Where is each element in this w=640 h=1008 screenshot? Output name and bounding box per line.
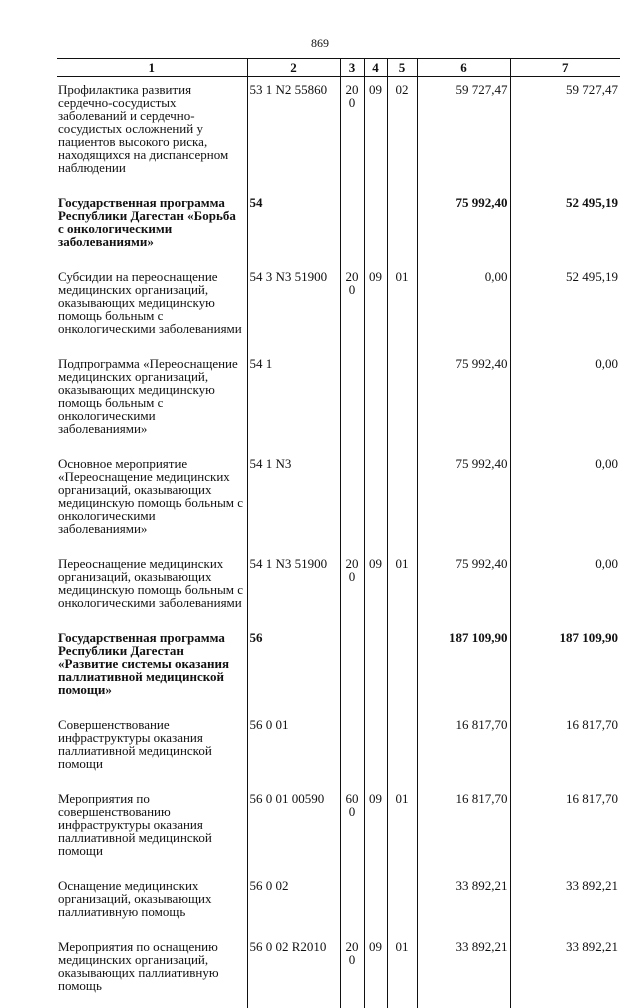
row-name-cell: Подпрограмма «Переоснащение медицинских организаций, оказывающих медицинскую помощь больным с онкологическими заболеваниями» bbox=[58, 356, 238, 436]
header-col-2: 2 bbox=[247, 59, 340, 77]
row-col4-cell: 09 bbox=[364, 551, 387, 625]
row-col4-cell: 09 bbox=[364, 786, 387, 873]
table-row bbox=[57, 712, 620, 786]
row-name-cell: Основное мероприятие «Переоснащение медицинских организаций, оказывающих медицинскую помощь больным с онкологическими заболеваниями» bbox=[58, 456, 244, 536]
row-col7-cell: 16 817,70 bbox=[510, 712, 620, 786]
row-col6-cell: 16 817,70 bbox=[417, 712, 510, 786]
row-col3-cell bbox=[340, 712, 364, 786]
row-col7-cell: 33 892,21 bbox=[510, 873, 620, 934]
table-row bbox=[57, 786, 620, 873]
row-code-cell: 54 1 bbox=[247, 351, 340, 451]
table-row bbox=[57, 873, 620, 934]
row-col3-cell: 200 bbox=[340, 264, 364, 351]
row-col3-cell bbox=[340, 625, 364, 712]
table-row bbox=[57, 190, 620, 264]
row-name-cell: Государственная программа Республики Дагестан «Развитие системы оказания паллиативной медицинской помощи» bbox=[58, 630, 230, 697]
row-col5-cell bbox=[387, 873, 417, 934]
header-col-4: 4 bbox=[364, 59, 387, 77]
page-number: 869 bbox=[311, 36, 329, 50]
row-name-cell: Государственная программа Республики Дагестан «Борьба с онкологическими заболеваниями» bbox=[58, 195, 236, 249]
row-col6-cell: 33 892,21 bbox=[417, 934, 510, 1008]
row-col4-cell bbox=[364, 873, 387, 934]
row-col7-cell: 16 817,70 bbox=[510, 786, 620, 873]
row-col7-cell: 0,00 bbox=[510, 351, 620, 451]
row-col6-cell: 187 109,90 bbox=[417, 625, 510, 712]
row-col3-cell bbox=[340, 873, 364, 934]
row-col4-cell: 09 bbox=[364, 934, 387, 1008]
row-col6-cell: 0,00 bbox=[417, 264, 510, 351]
row-col4-cell bbox=[364, 712, 387, 786]
row-code-cell: 54 3 N3 51900 bbox=[247, 264, 340, 351]
table-row bbox=[57, 77, 620, 191]
row-col7-cell: 59 727,47 bbox=[510, 77, 620, 191]
row-col6-cell: 59 727,47 bbox=[417, 77, 510, 191]
row-col7-cell: 187 109,90 bbox=[510, 625, 620, 712]
row-col4-cell bbox=[364, 451, 387, 551]
table-row bbox=[57, 625, 620, 712]
header-col-3: 3 bbox=[340, 59, 364, 77]
row-code-cell: 53 1 N2 55860 bbox=[247, 77, 340, 191]
row-col3-cell bbox=[340, 190, 364, 264]
row-col6-cell: 33 892,21 bbox=[417, 873, 510, 934]
row-col5-cell: 02 bbox=[387, 77, 417, 191]
table-row bbox=[57, 451, 620, 551]
row-col3-cell: 200 bbox=[340, 551, 364, 625]
row-col6-cell: 16 817,70 bbox=[417, 786, 510, 873]
table-row bbox=[57, 934, 620, 1008]
row-col7-cell: 33 892,21 bbox=[510, 934, 620, 1008]
row-col4-cell: 09 bbox=[364, 264, 387, 351]
row-col6-cell: 75 992,40 bbox=[417, 451, 510, 551]
row-name-cell: Оснащение медицинских организаций, оказывающих паллиативную помощь bbox=[58, 878, 212, 919]
table-row bbox=[57, 264, 620, 351]
row-col4-cell bbox=[364, 351, 387, 451]
row-col7-cell: 52 495,19 bbox=[510, 190, 620, 264]
row-col7-cell: 0,00 bbox=[510, 551, 620, 625]
row-name-cell: Совершенствование инфраструктуры оказания паллиативной медицинской помощи bbox=[58, 717, 212, 771]
row-code-cell: 56 0 01 bbox=[247, 712, 340, 786]
row-name-cell: Профилактика развития сердечно-сосудистых заболеваний и сердечно-сосудистых осложнений у пациентов высокого риска, находящихся на диспансерном наблюдении bbox=[58, 82, 229, 175]
row-col5-cell bbox=[387, 351, 417, 451]
row-col5-cell bbox=[387, 451, 417, 551]
row-col6-cell: 75 992,40 bbox=[417, 190, 510, 264]
row-col5-cell bbox=[387, 625, 417, 712]
row-col3-cell: 600 bbox=[340, 786, 364, 873]
row-code-cell: 54 1 N3 bbox=[247, 451, 340, 551]
row-col5-cell: 01 bbox=[387, 786, 417, 873]
row-code-cell: 56 0 02 bbox=[247, 873, 340, 934]
row-col4-cell bbox=[364, 190, 387, 264]
row-code-cell: 54 1 N3 51900 bbox=[247, 551, 340, 625]
budget-table bbox=[57, 58, 620, 1008]
row-code-cell: 56 0 01 00590 bbox=[247, 786, 340, 873]
table-row bbox=[57, 551, 620, 625]
row-code-cell: 56 0 02 R2010 bbox=[247, 934, 340, 1008]
table-row bbox=[57, 351, 620, 451]
row-col5-cell bbox=[387, 712, 417, 786]
header-row bbox=[57, 59, 620, 77]
row-col5-cell: 01 bbox=[387, 934, 417, 1008]
header-col-1: 1 bbox=[57, 59, 247, 77]
row-col3-cell: 200 bbox=[340, 934, 364, 1008]
row-col5-cell bbox=[387, 190, 417, 264]
header-col-7: 7 bbox=[510, 59, 620, 77]
row-col4-cell: 09 bbox=[364, 77, 387, 191]
row-name-cell: Мероприятия по совершенствованию инфраструктуры оказания паллиативной медицинской помощи bbox=[58, 791, 212, 858]
row-col5-cell: 01 bbox=[387, 551, 417, 625]
header-col-6: 6 bbox=[417, 59, 510, 77]
row-code-cell: 56 bbox=[247, 625, 340, 712]
row-col6-cell: 75 992,40 bbox=[417, 551, 510, 625]
row-name-cell: Мероприятия по оснащению медицинских организаций, оказывающих паллиативную помощь bbox=[58, 939, 219, 993]
row-col3-cell bbox=[340, 351, 364, 451]
row-col7-cell: 52 495,19 bbox=[510, 264, 620, 351]
row-name-cell: Переоснащение медицинских организаций, оказывающих медицинскую помощь больным с онкологическими заболеваниями bbox=[58, 556, 244, 610]
row-col3-cell bbox=[340, 451, 364, 551]
row-col5-cell: 01 bbox=[387, 264, 417, 351]
row-code-cell: 54 bbox=[247, 190, 340, 264]
row-name-cell: Субсидии на переоснащение медицинских организаций, оказывающих медицинскую помощь больным с онкологическими заболеваниями bbox=[58, 269, 242, 336]
row-col7-cell: 0,00 bbox=[510, 451, 620, 551]
row-col3-cell: 200 bbox=[340, 77, 364, 191]
row-col6-cell: 75 992,40 bbox=[417, 351, 510, 451]
header-col-5: 5 bbox=[387, 59, 417, 77]
row-col4-cell bbox=[364, 625, 387, 712]
